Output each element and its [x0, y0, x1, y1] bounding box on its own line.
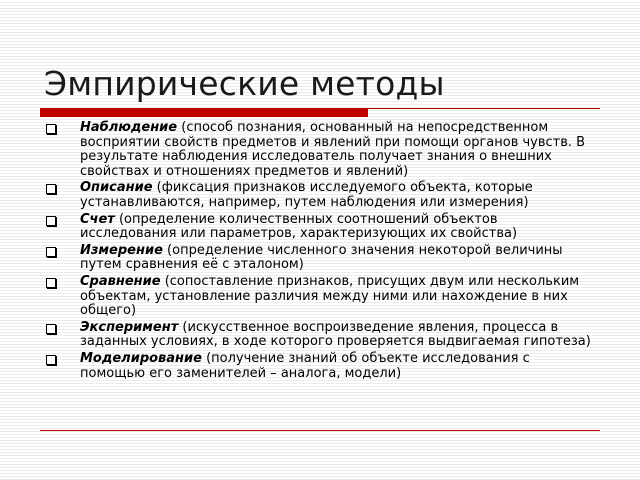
methods-list — [44, 121, 596, 383]
method-description: (способ познания, основанный на непосредственном восприятии свойств предметов и явлений при помощи органов чувств. В результате наблюдения исследователь получает знания о внешних свойствах и отношениях предметов и явлений) — [80, 120, 586, 179]
square-bullet-icon — [46, 278, 56, 288]
method-description: (фиксация признаков исследуемого объекта, которые устанавливаются, например, путем наблюдения или измерения) — [80, 180, 533, 210]
method-term: Счет — [80, 211, 115, 227]
square-bullet-icon — [46, 184, 56, 194]
list-item — [44, 181, 596, 210]
footer-divider — [40, 430, 600, 431]
method-description: (получение знаний об объекте исследования с помощью его заменителей – аналога, модели) — [80, 350, 530, 381]
method-description: (определение количественных соотношений объектов исследования или параметров, характеризующих их свойства) — [80, 211, 518, 242]
method-term: Сравнение — [80, 273, 161, 289]
square-bullet-icon — [46, 247, 56, 257]
method-term: Описание — [80, 180, 153, 196]
square-bullet-icon — [46, 355, 56, 365]
list-item — [44, 121, 596, 179]
list-item — [44, 275, 596, 319]
method-term: Моделирование — [80, 350, 202, 366]
slide-title: Эмпирические методы — [44, 64, 445, 103]
method-description: (сопоставление признаков, присущих двум или нескольким объектам, установление различия между ними или нахождение в них общего) — [80, 273, 580, 319]
list-item — [44, 352, 596, 381]
method-term: Эксперимент — [80, 319, 179, 335]
method-description: (определение численного значения некоторой величины путем сравнения её с эталоном) — [80, 242, 563, 273]
list-item — [44, 321, 596, 350]
square-bullet-icon — [46, 124, 56, 134]
method-term: Наблюдение — [80, 120, 178, 135]
list-item — [44, 244, 596, 273]
list-item — [44, 213, 596, 242]
square-bullet-icon — [46, 216, 56, 226]
square-bullet-icon — [46, 324, 56, 334]
method-description: (искусственное воспроизведение явления, процесса в заданных условиях, в ходе которого проверяется выдвигаемая гипотеза) — [80, 319, 591, 350]
method-term: Измерение — [80, 242, 163, 258]
title-accent-bar — [40, 109, 368, 117]
